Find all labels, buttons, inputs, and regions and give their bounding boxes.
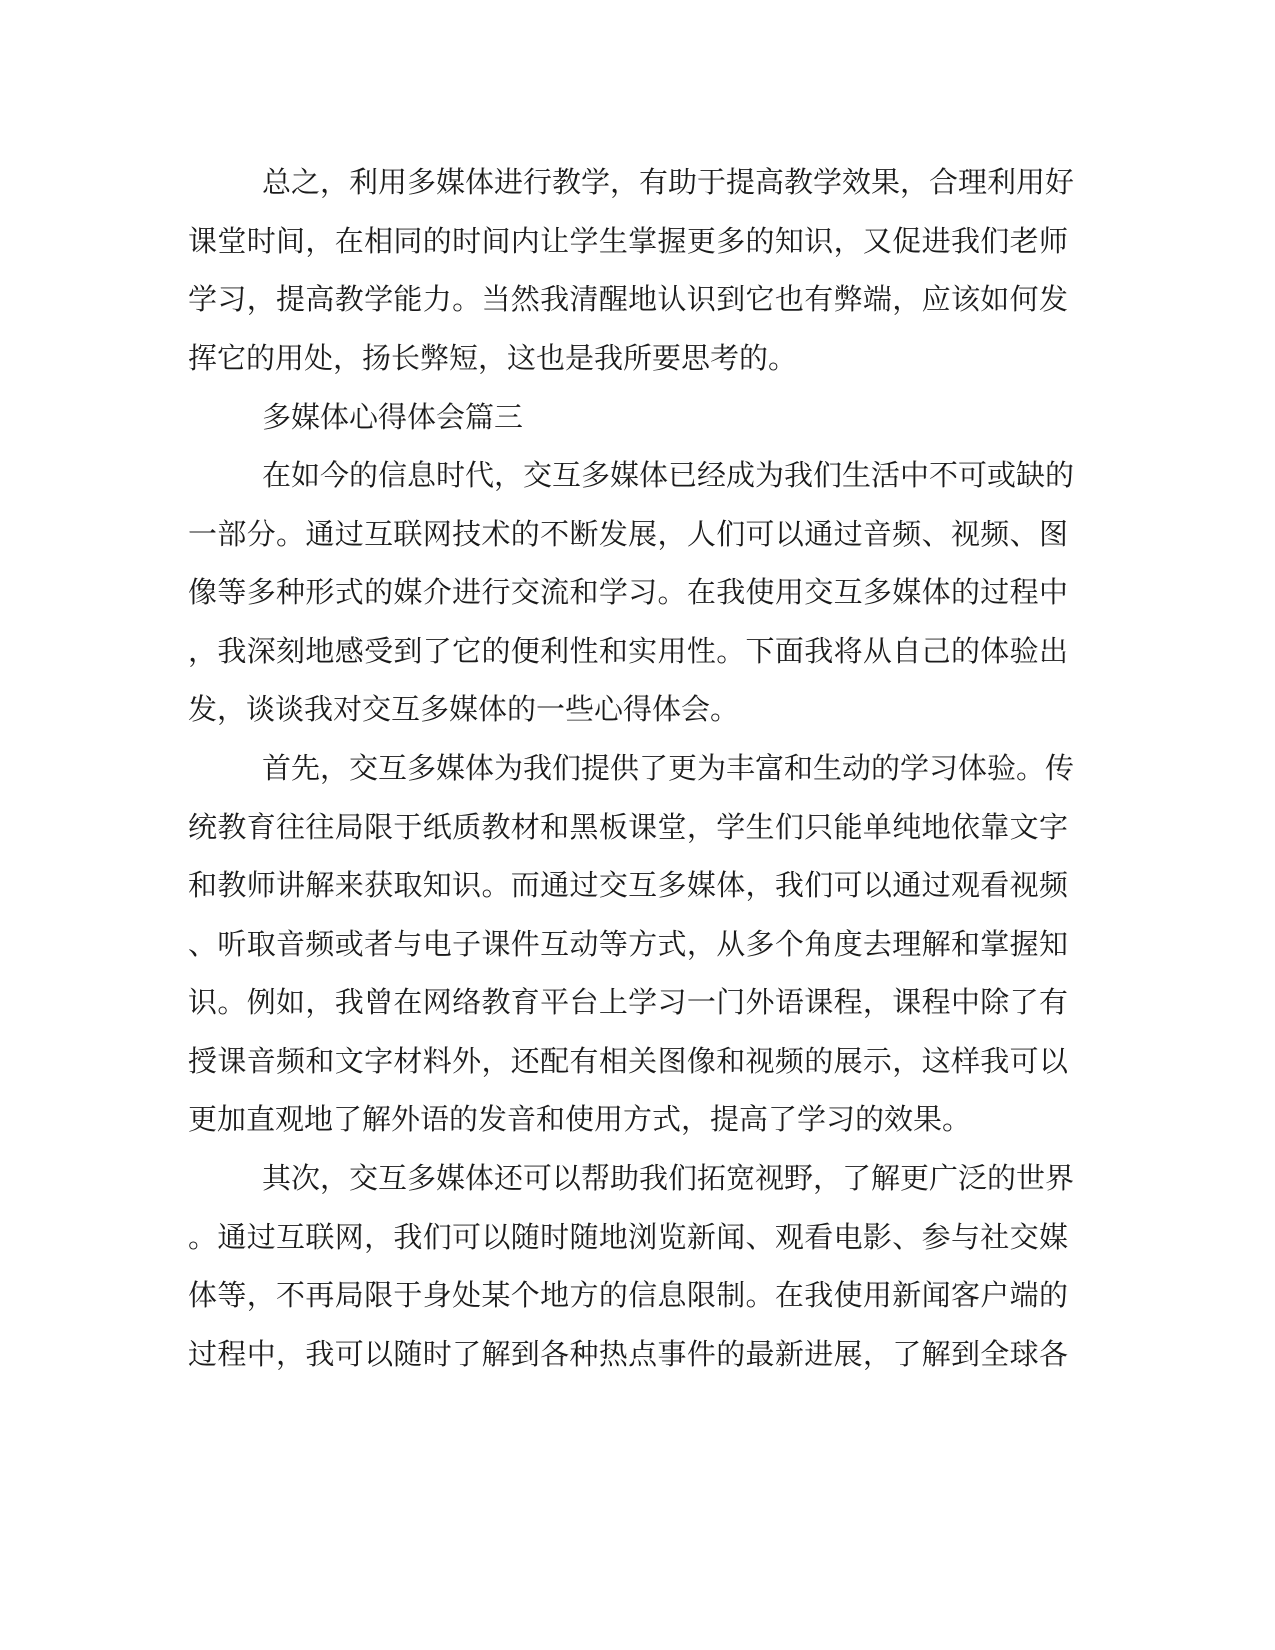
paragraph-line: 其次，交互多媒体还可以帮助我们拓宽视野，了解更广泛的世界 — [262, 1161, 1075, 1195]
paragraph-line: 授课音频和文字材料外，还配有相关图像和视频的展示，这样我可以 — [188, 1044, 1068, 1078]
paragraph-line: 过程中，我可以随时了解到各种热点事件的最新进展，了解到全球各 — [188, 1337, 1068, 1371]
paragraph-line: ，我深刻地感受到了它的便利性和实用性。下面我将从自己的体验出 — [188, 634, 1068, 668]
section-heading: 多媒体心得体会篇三 — [262, 400, 524, 434]
paragraph-line: 课堂时间，在相同的时间内让学生掌握更多的知识，又促进我们老师 — [188, 224, 1068, 258]
paragraph-line: 发，谈谈我对交互多媒体的一些心得体会。 — [188, 692, 740, 726]
paragraph-line: 体等，不再局限于身处某个地方的信息限制。在我使用新闻客户端的 — [188, 1278, 1068, 1312]
paragraph-line: 和教师讲解来获取知识。而通过交互多媒体，我们可以通过观看视频 — [188, 868, 1068, 902]
paragraph-line: 在如今的信息时代，交互多媒体已经成为我们生活中不可或缺的 — [262, 458, 1075, 492]
paragraph-line: 首先，交互多媒体为我们提供了更为丰富和生动的学习体验。传 — [262, 751, 1075, 785]
paragraph-line: 总之，利用多媒体进行教学，有助于提高教学效果，合理利用好 — [262, 165, 1075, 199]
paragraph-line: 识。例如，我曾在网络教育平台上学习一门外语课程，课程中除了有 — [188, 985, 1068, 1019]
paragraph-line: 像等多种形式的媒介进行交流和学习。在我使用交互多媒体的过程中 — [188, 575, 1068, 609]
paragraph-line: 、听取音频或者与电子课件互动等方式，从多个角度去理解和掌握知 — [188, 927, 1068, 961]
paragraph-line: 。通过互联网，我们可以随时随地浏览新闻、观看电影、参与社交媒 — [188, 1220, 1068, 1254]
paragraph-line: 挥它的用处，扬长弊短，这也是我所要思考的。 — [188, 341, 798, 375]
paragraph-line: 统教育往往局限于纸质教材和黑板课堂，学生们只能单纯地依靠文字 — [188, 810, 1068, 844]
paragraph-line: 学习，提高教学能力。当然我清醒地认识到它也有弊端，应该如何发 — [188, 282, 1068, 316]
paragraph-line: 更加直观地了解外语的发音和使用方式，提高了学习的效果。 — [188, 1102, 972, 1136]
paragraph-line: 一部分。通过互联网技术的不断发展，人们可以通过音频、视频、图 — [188, 517, 1068, 551]
